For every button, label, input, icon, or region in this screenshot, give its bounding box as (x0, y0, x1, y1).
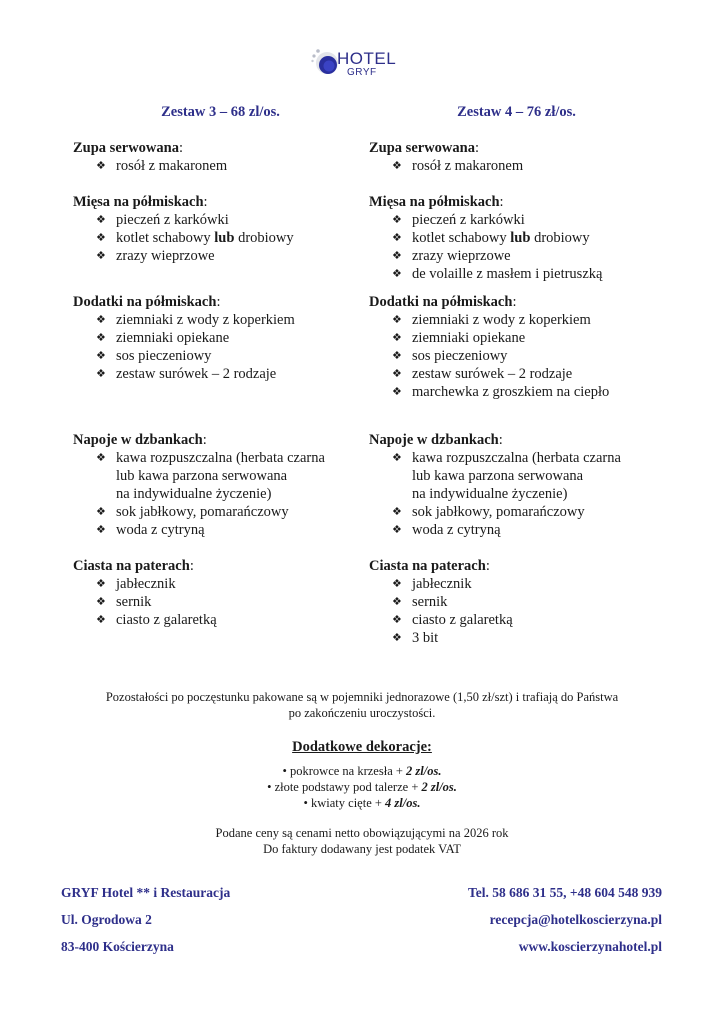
menu-item-text: drobiowy (530, 230, 590, 246)
menu-item (369, 611, 669, 629)
heading-text: Dodatki na półmiskach (369, 294, 513, 310)
menu-section-heading: Zupa serwowana: (73, 140, 183, 156)
menu-item-line: kawa rozpuszczalna (herbata czarna (116, 450, 325, 466)
menu-item-line: lub kawa parzona serwowana (412, 468, 584, 484)
menu-item-text: zestaw surówek – 2 rodzaje (412, 366, 573, 382)
menu-set-4 (369, 103, 669, 646)
menu-item-text: rosół z makaronem (412, 158, 524, 174)
menu-section (73, 139, 373, 175)
menu-item (73, 347, 373, 365)
menu-item (369, 311, 669, 329)
footer-address (61, 883, 230, 964)
diamond-bullet-icon: ❖ (392, 578, 402, 590)
menu-set-title: Zestaw 4 – 76 zł/os. (457, 104, 576, 120)
decoration-label: • kwiaty cięte + (303, 796, 386, 810)
menu-item (369, 229, 669, 247)
diamond-bullet-icon: ❖ (96, 614, 106, 626)
diamond-bullet-icon: ❖ (96, 214, 106, 226)
menu-item (369, 329, 669, 347)
diamond-bullet-icon: ❖ (96, 524, 106, 536)
menu-item (369, 629, 669, 647)
diamond-bullet-icon: ❖ (96, 332, 106, 344)
hotel-logo (310, 46, 420, 82)
menu-item-text: woda z cytryną (412, 522, 501, 538)
menu-item-text: sernik (116, 594, 152, 610)
diamond-bullet-icon: ❖ (96, 314, 106, 326)
menu-section (369, 139, 669, 175)
decoration-item (0, 795, 724, 811)
diamond-bullet-icon: ❖ (96, 578, 106, 590)
menu-item-text: de volaille z masłem i pietruszką (412, 266, 603, 282)
menu-item-text: sos pieczeniowy (116, 348, 212, 364)
diamond-bullet-icon: ❖ (392, 452, 402, 464)
prices-note (0, 825, 724, 857)
logo-moon-icon (310, 46, 338, 80)
decoration-price: 2 zl/os. (406, 764, 442, 778)
menu-section-heading: Ciasta na paterach: (369, 558, 490, 574)
diamond-bullet-icon: ❖ (96, 596, 106, 608)
menu-item-text: zestaw surówek – 2 rodzaje (116, 366, 277, 382)
menu-item-line: na indywidualne życzenie) (412, 486, 568, 502)
menu-item-text: lub (214, 230, 235, 246)
menu-item-text: marchewka z groszkiem na ciepło (412, 384, 610, 400)
menu-item-line: kawa rozpuszczalna (herbata czarna (412, 450, 621, 466)
menu-item-text: kotlet schabowy (412, 230, 511, 246)
menu-section-heading: Mięsa na półmiskach: (73, 194, 208, 210)
menu-item-text: ziemniaki opiekane (116, 330, 230, 346)
menu-item (369, 247, 669, 265)
menu-item-text: pieczeń z karkówki (412, 212, 525, 228)
diamond-bullet-icon: ❖ (96, 452, 106, 464)
diamond-bullet-icon: ❖ (392, 596, 402, 608)
heading-text: Napoje w dzbankach (369, 432, 499, 448)
menu-section-heading: Zupa serwowana: (369, 140, 479, 156)
menu-item-text: jabłecznik (412, 576, 472, 592)
menu-item (73, 593, 373, 611)
menu-item (369, 521, 669, 539)
menu-item-text: sernik (412, 594, 448, 610)
diamond-bullet-icon: ❖ (96, 232, 106, 244)
menu-item (369, 503, 669, 521)
diamond-bullet-icon: ❖ (392, 314, 402, 326)
menu-set-3 (73, 103, 373, 628)
diamond-bullet-icon: ❖ (96, 506, 106, 518)
menu-item (73, 611, 373, 629)
menu-section (369, 193, 669, 283)
footer-city: 83-400 Kościerzyna (61, 939, 174, 954)
diamond-bullet-icon: ❖ (392, 232, 402, 244)
menu-item-text: lub (510, 230, 531, 246)
menu-item-line: na indywidualne życzenie) (116, 486, 272, 502)
menu-item (369, 211, 669, 229)
heading-text: Dodatki na półmiskach (73, 294, 217, 310)
menu-item (369, 383, 669, 401)
diamond-bullet-icon: ❖ (392, 160, 402, 172)
diamond-bullet-icon: ❖ (392, 332, 402, 344)
menu-item-text: zrazy wieprzowe (412, 248, 511, 264)
menu-section (369, 557, 669, 647)
decorations-title: Dodatkowe dekoracje: (292, 739, 432, 755)
menu-item-text: jabłecznik (116, 576, 176, 592)
menu-item-text: pieczeń z karkówki (116, 212, 229, 228)
leftovers-note-line2: po zakończeniu uroczystości. (288, 706, 436, 720)
diamond-bullet-icon: ❖ (392, 632, 402, 644)
footer-phone: Tel. 58 686 31 55, +48 604 548 939 (468, 885, 662, 900)
footer-contact (468, 883, 662, 964)
menu-section-heading: Dodatki na półmiskach: (369, 294, 517, 310)
menu-item-text: zrazy wieprzowe (116, 248, 215, 264)
menu-section (73, 431, 373, 539)
decoration-label: • złote podstawy pod talerze + (267, 780, 422, 794)
menu-item-text: kotlet schabowy (116, 230, 215, 246)
menu-item (73, 449, 373, 503)
heading-text: Mięsa na półmiskach (369, 194, 500, 210)
prices-note-line2: Do faktury dodawany jest podatek VAT (263, 842, 461, 856)
menu-item (73, 311, 373, 329)
menu-item (73, 229, 373, 247)
menu-item-line: lub kawa parzona serwowana (116, 468, 288, 484)
leftovers-note-line1: Pozostałości po poczęstunku pakowane są w pojemniki jednorazowe (1,50 zł/szt) i trafiają do Państwa (105, 690, 619, 704)
menu-section (73, 293, 373, 383)
menu-item (73, 157, 373, 175)
menu-item (73, 329, 373, 347)
heading-text: Ciasta na paterach (73, 558, 190, 574)
menu-section-heading: Napoje w dzbankach: (369, 432, 503, 448)
menu-item (73, 211, 373, 229)
menu-section-heading: Napoje w dzbankach: (73, 432, 207, 448)
diamond-bullet-icon: ❖ (96, 160, 106, 172)
menu-item (73, 247, 373, 265)
footer-email[interactable]: recepcja@hotelkoscierzyna.pl (489, 912, 662, 927)
menu-item-text: woda z cytryną (116, 522, 205, 538)
heading-text: Napoje w dzbankach (73, 432, 203, 448)
menu-item-text: ziemniaki z wody z koperkiem (116, 312, 295, 328)
menu-item (73, 575, 373, 593)
heading-text: Zupa serwowana (73, 140, 179, 156)
menu-item (369, 157, 669, 175)
decoration-item (0, 763, 724, 779)
menu-item-text: drobiowy (234, 230, 294, 246)
diamond-bullet-icon: ❖ (392, 524, 402, 536)
menu-item-text: sok jabłkowy, pomarańczowy (116, 504, 289, 520)
diamond-bullet-icon: ❖ (96, 250, 106, 262)
menu-item (369, 365, 669, 383)
logo-gryf-text: GRYF (347, 67, 377, 78)
menu-item (369, 593, 669, 611)
menu-item (369, 449, 669, 503)
menu-item (73, 521, 373, 539)
menu-item-text: ciasto z galaretką (412, 612, 513, 628)
leftovers-note (60, 689, 664, 721)
footer-hotel-name: GRYF Hotel ** i Restauracja (61, 885, 231, 900)
menu-item-text: sos pieczeniowy (412, 348, 508, 364)
diamond-bullet-icon: ❖ (392, 614, 402, 626)
menu-item-text: ziemniaki z wody z koperkiem (412, 312, 591, 328)
menu-section (369, 293, 669, 401)
menu-section (73, 193, 373, 265)
heading-text: Zupa serwowana (369, 140, 475, 156)
diamond-bullet-icon: ❖ (392, 386, 402, 398)
decoration-item (0, 779, 724, 795)
menu-item (369, 575, 669, 593)
menu-item-text: ziemniaki opiekane (412, 330, 526, 346)
menu-item-text: rosół z makaronem (116, 158, 228, 174)
diamond-bullet-icon: ❖ (392, 506, 402, 518)
menu-item (73, 503, 373, 521)
decorations-list (0, 763, 724, 811)
diamond-bullet-icon: ❖ (392, 250, 402, 262)
diamond-bullet-icon: ❖ (392, 368, 402, 380)
menu-item-text: 3 bit (412, 630, 439, 646)
menu-item (73, 365, 373, 383)
menu-item (369, 347, 669, 365)
menu-item (369, 265, 669, 283)
menu-set-title: Zestaw 3 – 68 zl/os. (161, 104, 280, 120)
menu-section (73, 557, 373, 629)
diamond-bullet-icon: ❖ (96, 350, 106, 362)
menu-section-heading: Ciasta na paterach: (73, 558, 194, 574)
menu-item-text: ciasto z galaretką (116, 612, 217, 628)
menu-section-heading: Mięsa na półmiskach: (369, 194, 504, 210)
menu-section-heading: Dodatki na półmiskach: (73, 294, 221, 310)
heading-text: Mięsa na półmiskach (73, 194, 204, 210)
diamond-bullet-icon: ❖ (392, 214, 402, 226)
prices-note-line1: Podane ceny są cenami netto obowiązującymi na 2026 rok (215, 826, 509, 840)
decoration-price: 4 zl/os. (385, 796, 421, 810)
menu-section (369, 431, 669, 539)
logo-hotel-text: HOTEL (337, 49, 397, 68)
heading-text: Ciasta na paterach (369, 558, 486, 574)
footer-street: Ul. Ogrodowa 2 (61, 912, 152, 927)
diamond-bullet-icon: ❖ (392, 268, 402, 280)
menu-item-text: sok jabłkowy, pomarańczowy (412, 504, 585, 520)
decoration-label: • pokrowce na krzesła + (282, 764, 407, 778)
footer-website[interactable]: www.koscierzynahotel.pl (518, 939, 662, 954)
diamond-bullet-icon: ❖ (96, 368, 106, 380)
decoration-price: 2 zl/os. (421, 780, 457, 794)
diamond-bullet-icon: ❖ (392, 350, 402, 362)
